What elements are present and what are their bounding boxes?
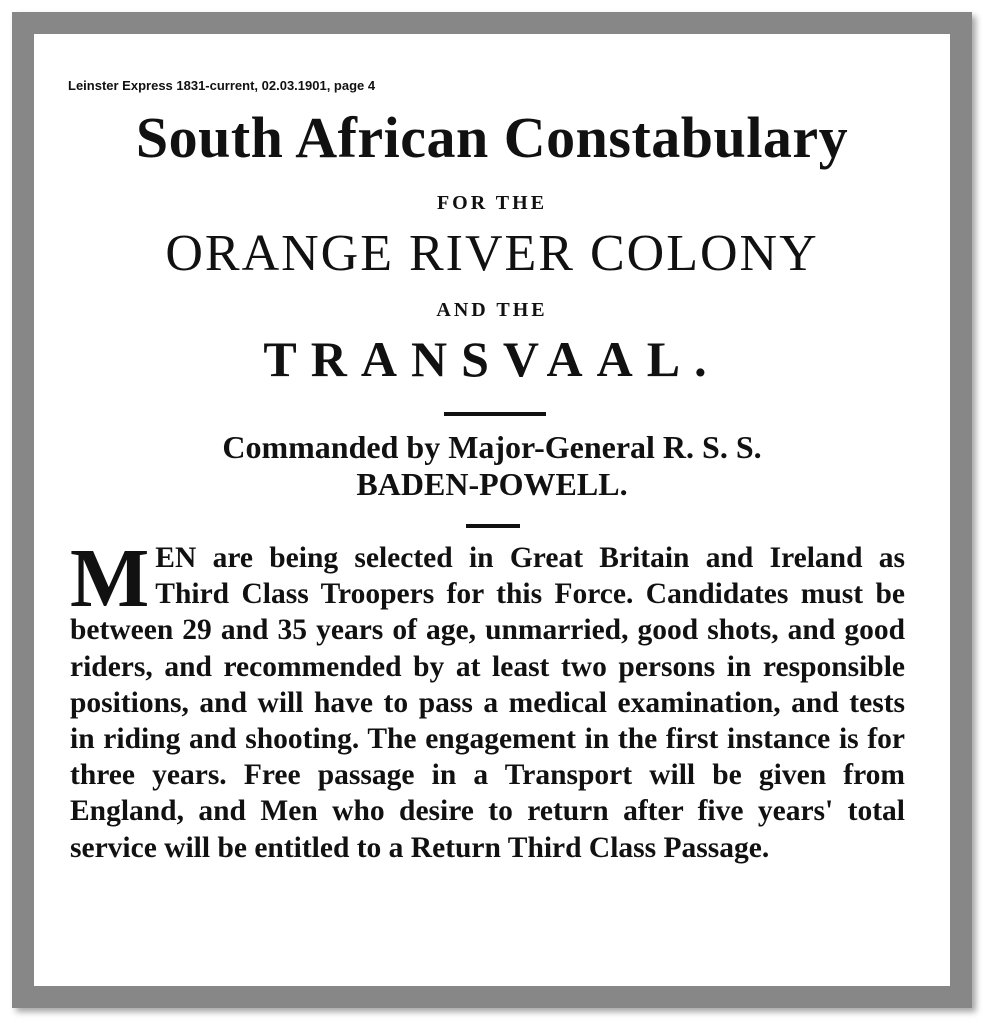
clipping-frame bbox=[12, 12, 972, 1008]
commander-name: BADEN-POWELL. bbox=[356, 466, 628, 502]
for-the-line: FOR THE bbox=[436, 192, 548, 214]
advert-title: South African Constabulary bbox=[135, 105, 849, 170]
drop-cap: M bbox=[70, 532, 150, 625]
advert-body-text: EN are being selected in Great Britain and Ireland as Third Class Troopers for this Force. Candidates must be between 29 and 35 years of age, unmarried, good shots, and good riders, and recommended by at least two persons in responsible positions, and will have to pass a medical examination, and tests in riding and shooting. The engagement in the first instance is for three years. Free passage in a Transport will be given from England, and Men who desire to return after five years' total service will be entitled to a Return Third Class Passage. bbox=[70, 542, 905, 864]
divider-rule bbox=[444, 412, 546, 416]
and-the-line: AND THE bbox=[436, 299, 548, 321]
transvaal-heading: TRANSVAAL. bbox=[263, 331, 721, 387]
source-caption: Leinster Express 1831-current, 02.03.1901, page 4 bbox=[68, 78, 376, 93]
divider-rule-short bbox=[466, 524, 520, 528]
commanded-by-line: Commanded by Major-General R. S. S. bbox=[222, 429, 762, 465]
advert-body bbox=[70, 532, 905, 866]
colony-heading: ORANGE RIVER COLONY bbox=[165, 225, 819, 282]
newspaper-clipping bbox=[34, 34, 950, 986]
